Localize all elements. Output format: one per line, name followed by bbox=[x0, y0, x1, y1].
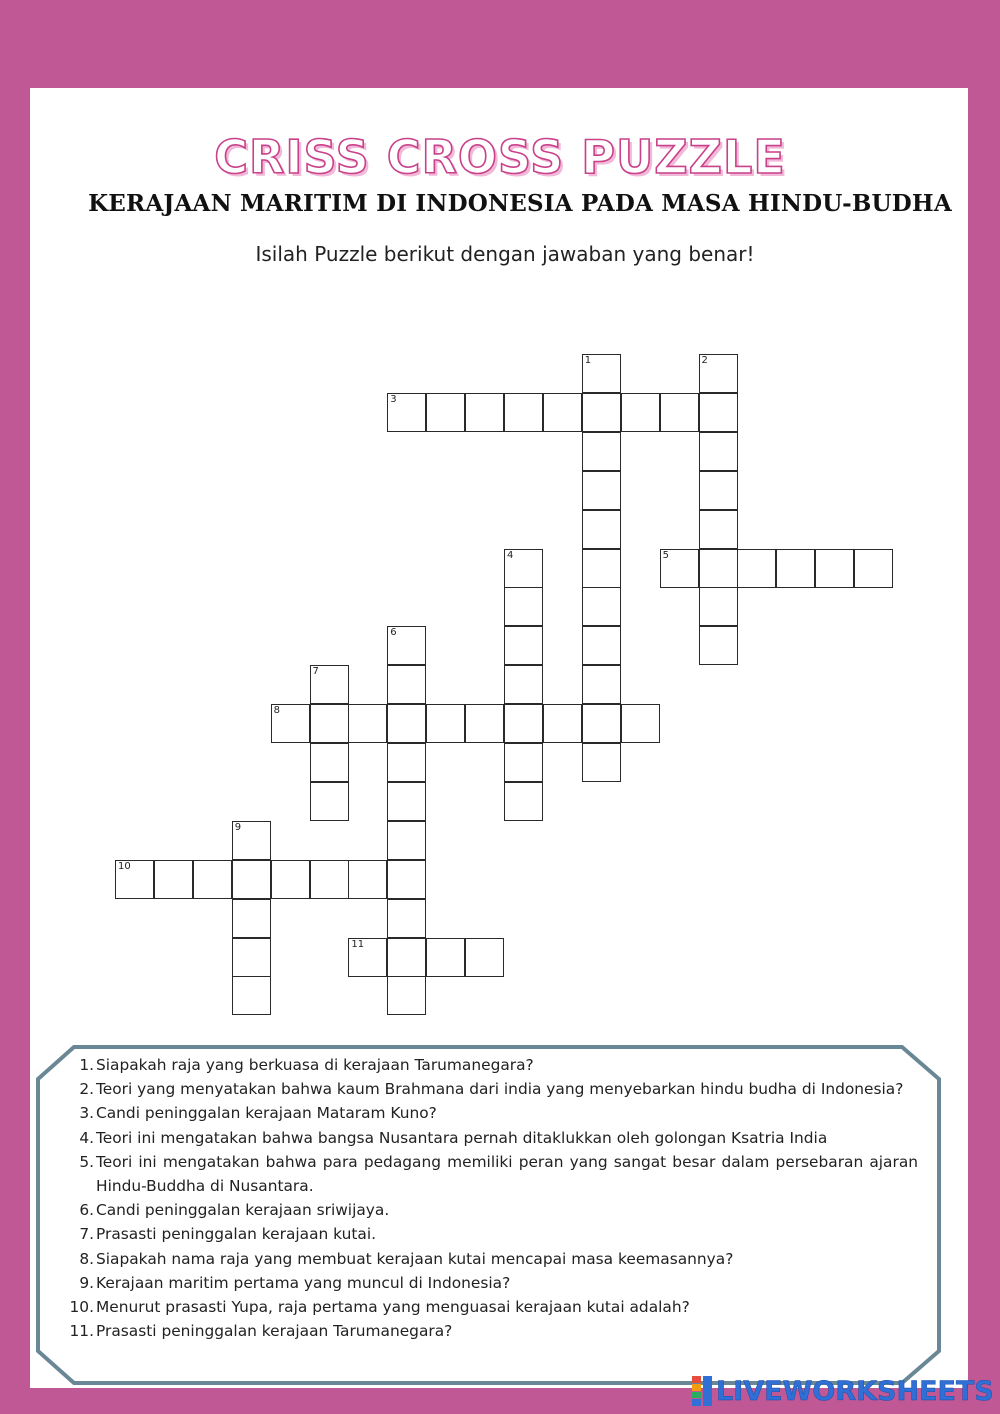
crossword-cell[interactable] bbox=[348, 938, 387, 977]
crossword-cell[interactable] bbox=[387, 938, 426, 977]
crossword-cell[interactable] bbox=[426, 938, 465, 977]
crossword-cell[interactable] bbox=[621, 704, 660, 743]
crossword-cell[interactable] bbox=[543, 393, 582, 432]
crossword-cell[interactable] bbox=[582, 549, 621, 588]
crossword-cell[interactable] bbox=[310, 704, 349, 743]
crossword-cell[interactable] bbox=[815, 549, 854, 588]
clue-item-number: 5. bbox=[79, 1152, 94, 1171]
crossword-cell[interactable] bbox=[699, 393, 738, 432]
clue-number: 6 bbox=[390, 627, 397, 639]
clue-item bbox=[70, 1053, 918, 1077]
clue-number: 11 bbox=[351, 938, 365, 950]
clue-item-number: 7. bbox=[79, 1225, 94, 1244]
clue-list bbox=[70, 1053, 918, 1343]
clue-item-number: 3. bbox=[79, 1104, 94, 1123]
crossword-cell[interactable] bbox=[232, 860, 271, 899]
clue-item-number: 2. bbox=[79, 1080, 94, 1099]
crossword-cell[interactable] bbox=[582, 471, 621, 510]
crossword-cell[interactable] bbox=[387, 665, 426, 704]
crossword-cell[interactable] bbox=[387, 626, 426, 665]
crossword-cell[interactable] bbox=[310, 782, 349, 821]
crossword-cell[interactable] bbox=[504, 587, 543, 626]
clue-number: 4 bbox=[507, 549, 514, 561]
crossword-cell[interactable] bbox=[699, 354, 738, 393]
crossword-cell[interactable] bbox=[271, 704, 310, 743]
crossword-cell[interactable] bbox=[465, 938, 504, 977]
crossword-cell[interactable] bbox=[776, 549, 815, 588]
clue-item-text: Menurut prasasti Yupa, raja pertama yang menguasai kerajaan kutai adalah? bbox=[96, 1298, 690, 1317]
clue-item-text: Candi peninggalan kerajaan Mataram Kuno? bbox=[96, 1104, 437, 1123]
crossword-cell[interactable] bbox=[387, 976, 426, 1015]
clue-item-number: 9. bbox=[79, 1273, 94, 1292]
crossword-cell[interactable] bbox=[582, 393, 621, 432]
clue-item-number: 6. bbox=[79, 1201, 94, 1220]
clue-item bbox=[70, 1101, 918, 1125]
crossword-cell[interactable] bbox=[232, 899, 271, 938]
crossword-cell[interactable] bbox=[310, 665, 349, 704]
clue-item-text: Teori yang menyatakan bahwa kaum Brahmana dari india yang menyebarkan hindu budha di Indonesia? bbox=[96, 1080, 904, 1099]
crossword-cell[interactable] bbox=[504, 393, 543, 432]
crossword-cell[interactable] bbox=[232, 976, 271, 1015]
clue-item-number: 11. bbox=[69, 1322, 94, 1341]
crossword-cell[interactable] bbox=[387, 393, 426, 432]
clue-item bbox=[70, 1150, 918, 1198]
clue-number: 10 bbox=[118, 860, 131, 872]
clue-item-text: Siapakah nama raja yang membuat kerajaan kutai mencapai masa keemasannya? bbox=[96, 1249, 734, 1268]
crossword-cell[interactable] bbox=[387, 782, 426, 821]
crossword-cell[interactable] bbox=[115, 860, 154, 899]
clue-item bbox=[70, 1077, 918, 1101]
crossword-cell[interactable] bbox=[504, 782, 543, 821]
crossword-cell[interactable] bbox=[387, 821, 426, 860]
crossword-cell[interactable] bbox=[582, 432, 621, 471]
crossword-cell[interactable] bbox=[504, 743, 543, 782]
crossword-cell[interactable] bbox=[271, 860, 310, 899]
clue-item bbox=[70, 1222, 918, 1246]
crossword-cell[interactable] bbox=[582, 626, 621, 665]
clue-item bbox=[70, 1295, 918, 1319]
crossword-cell[interactable] bbox=[348, 860, 387, 899]
clue-item bbox=[70, 1126, 918, 1150]
clue-item-text: Teori ini mengatakan bahwa para pedagang memiliki peran yang sangat besar dalam persebaran ajaran Hindu-Buddha di Nusantara. bbox=[96, 1152, 918, 1196]
crossword-cell[interactable] bbox=[387, 899, 426, 938]
clue-item bbox=[70, 1271, 918, 1295]
crossword-cell[interactable] bbox=[699, 471, 738, 510]
clue-item-text: Siapakah raja yang berkuasa di kerajaan Tarumanegara? bbox=[96, 1056, 534, 1074]
crossword-cell[interactable] bbox=[465, 704, 504, 743]
crossword-cell[interactable] bbox=[504, 704, 543, 743]
page-subtitle: KERAJAAN MARITIM DI INDONESIA PADA MASA HINDU-BUDHA bbox=[88, 190, 952, 217]
crossword-cell[interactable] bbox=[582, 704, 621, 743]
crossword-cell[interactable] bbox=[582, 354, 621, 393]
crossword-cell[interactable] bbox=[232, 821, 271, 860]
brand-logo bbox=[692, 1374, 994, 1408]
crossword-cell[interactable] bbox=[504, 549, 543, 588]
clue-item-number: 4. bbox=[79, 1128, 94, 1147]
crossword-cell[interactable] bbox=[310, 743, 349, 782]
clue-number: 7 bbox=[312, 666, 319, 678]
live-badge-icon bbox=[692, 1376, 712, 1406]
brand-name: LIVEWORKSHEETS bbox=[716, 1375, 994, 1407]
crossword-cell[interactable] bbox=[699, 549, 738, 588]
crossword-cell[interactable] bbox=[154, 860, 193, 899]
crossword-cell[interactable] bbox=[854, 549, 893, 588]
crossword-cell[interactable] bbox=[387, 704, 426, 743]
crossword-cell[interactable] bbox=[465, 393, 504, 432]
clue-item-number: 1. bbox=[79, 1056, 94, 1074]
crossword-cell[interactable] bbox=[310, 860, 349, 899]
clue-item-text: Kerajaan maritim pertama yang muncul di Indonesia? bbox=[96, 1273, 511, 1292]
crossword-cell[interactable] bbox=[387, 860, 426, 899]
crossword-cell[interactable] bbox=[699, 432, 738, 471]
crossword-cell[interactable] bbox=[232, 938, 271, 977]
crossword-cell[interactable] bbox=[543, 704, 582, 743]
crossword-cell[interactable] bbox=[582, 743, 621, 782]
clue-item bbox=[70, 1319, 918, 1343]
crossword-cell[interactable] bbox=[348, 704, 387, 743]
crossword-cell[interactable] bbox=[582, 665, 621, 704]
clue-item-number: 10. bbox=[69, 1298, 94, 1317]
crossword-cell[interactable] bbox=[504, 626, 543, 665]
crossword-cell[interactable] bbox=[699, 510, 738, 549]
page-title: CRISS CROSS PUZZLE bbox=[214, 130, 786, 184]
clue-item-text: Prasasti peninggalan kerajaan Tarumanegara? bbox=[96, 1322, 453, 1341]
clue-number: 1 bbox=[584, 355, 592, 366]
clue-item bbox=[70, 1198, 918, 1222]
crossword-cell[interactable] bbox=[660, 549, 699, 588]
crossword-cell[interactable] bbox=[582, 587, 621, 626]
clue-item-text: Candi peninggalan kerajaan sriwijaya. bbox=[96, 1201, 390, 1220]
instruction-text: Isilah Puzzle berikut dengan jawaban yang benar! bbox=[255, 242, 755, 266]
clue-item-number: 8. bbox=[79, 1249, 94, 1268]
clue-number: 8 bbox=[273, 705, 280, 717]
crossword-cell[interactable] bbox=[504, 665, 543, 704]
crossword-cell[interactable] bbox=[621, 393, 660, 432]
clue-number: 3 bbox=[390, 393, 397, 405]
crossword-cell[interactable] bbox=[699, 626, 738, 665]
clue-number: 2 bbox=[701, 355, 708, 366]
clue-item-text: Teori ini mengatakan bahwa bangsa Nusantara pernah ditaklukkan oleh golongan Ksatria India bbox=[96, 1128, 828, 1147]
crossword-cell[interactable] bbox=[582, 510, 621, 549]
crossword-cell[interactable] bbox=[426, 393, 465, 432]
crossword-cell[interactable] bbox=[737, 549, 776, 588]
crossword-cell[interactable] bbox=[426, 704, 465, 743]
crossword-cell[interactable] bbox=[660, 393, 699, 432]
crossword-cell[interactable] bbox=[193, 860, 232, 899]
crossword-cell[interactable] bbox=[699, 587, 738, 626]
clue-number: 5 bbox=[662, 549, 669, 561]
crossword-cell[interactable] bbox=[387, 743, 426, 782]
clue-item bbox=[70, 1247, 918, 1271]
clue-number: 9 bbox=[234, 821, 242, 833]
clue-item-text: Prasasti peninggalan kerajaan kutai. bbox=[96, 1225, 376, 1244]
